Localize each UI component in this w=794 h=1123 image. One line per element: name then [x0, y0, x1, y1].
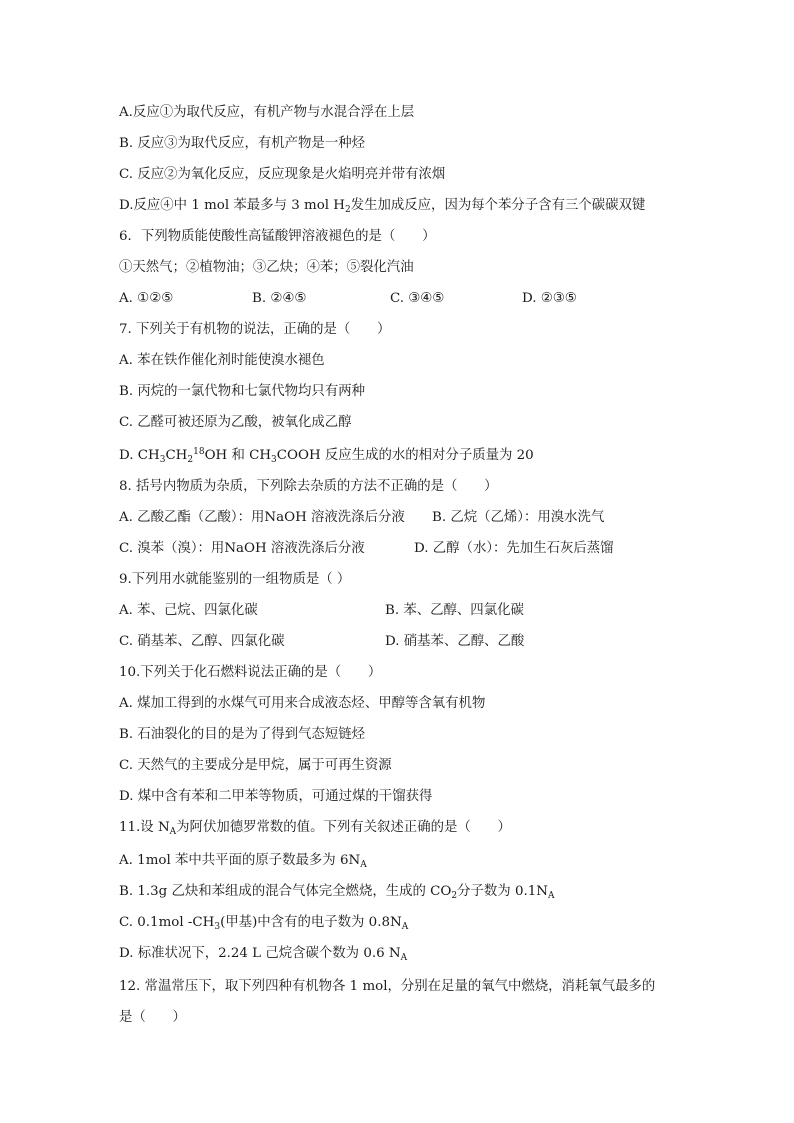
q5-option-b: B. 反应③为取代反应，有机产物是一种烃 — [119, 136, 365, 151]
q11-option-c: C. 0.1mol $-CH_3$(甲基)中含有的电子数为 $0.8N_A$ — [119, 915, 409, 932]
q11-option-b: B. 1.3g 乙炔和苯组成的混合气体完全燃烧，生成的 $CO_2$分子数为 $0.1N_A$ — [119, 884, 555, 901]
q10-option-b: B. 石油裂化的目的是为了得到气态短链烃 — [119, 727, 365, 742]
q6-stem: 6．下列物质能使酸性高锰酸钾溶液褪色的是（ ） — [119, 229, 436, 244]
q8-option-c: C. 溴苯（溴）：用NaOH 溶液洗涤后分液 — [119, 541, 365, 556]
q6-option-c: C. ③④⑤ — [390, 291, 445, 306]
q10-stem: 10.下列关于化石燃料说法正确的是（ ） — [119, 665, 382, 680]
q5-option-c: C. 反应②为氧化反应，反应现象是火焰明亮并带有浓烟 — [119, 167, 446, 182]
q5-option-a: A.反应①为取代反应，有机产物与水混合浮在上层 — [119, 105, 415, 120]
q8-option-b: B. 乙烷（乙烯）：用溴水洗气 — [432, 510, 605, 525]
q11-option-d: D. 标准状况下，2.24 L 己烷含碳个数为 0.6 $N_A$ — [119, 946, 408, 963]
q6-option-a: A. ①②⑤ — [119, 291, 174, 306]
q6-option-d: D. ②③⑤ — [522, 291, 577, 306]
q7-option-b: B. 丙烷的一氯代物和七氯代物均只有两种 — [119, 384, 365, 399]
q5-option-d: D.反应④中 1 mol 苯最多与 3 mol $H_2$发生加成反应，因为每个苯分子含有三个碳碳双键 — [119, 198, 646, 215]
q8-option-a: A. 乙酸乙酯（乙酸）：用NaOH 溶液洗涤后分液 — [119, 510, 405, 525]
q9-option-d: D. 硝基苯、乙醇、乙酸 — [385, 634, 525, 649]
q9-option-c: C. 硝基苯、乙醇、四氯化碳 — [119, 634, 285, 649]
q6-option-b: B. ②④⑤ — [252, 291, 307, 306]
q10-option-c: C. 天然气的主要成分是甲烷，属于可再生资源 — [119, 758, 392, 773]
q10-option-d: D. 煤中含有苯和二甲苯等物质，可通过煤的干馏获得 — [119, 789, 433, 804]
q7-option-d: D. $CH_3CH_2^{18}OH$ 和 $CH_3COOH$ 反应生成的水的相对分子质量为 20 — [119, 447, 534, 465]
q11-option-a: A. 1mol 苯中共平面的原子数最多为 $6N_A$ — [119, 853, 367, 870]
q11-stem: 11.设 $N_A$为阿伏加德罗常数的值。下列有关叙述正确的是（ ） — [119, 820, 511, 837]
q10-option-a: A. 煤加工得到的水煤气可用来合成液态烃、甲醇等含氧有机物 — [119, 696, 486, 711]
q8-stem: 8. 括号内物质为杂质，下列除去杂质的方法不正确的是（ ） — [119, 479, 498, 494]
q6-list: ①天然气；②植物油；③乙炔；④苯；⑤裂化汽油 — [119, 260, 414, 275]
q7-stem: 7. 下列关于有机物的说法，正确的是（ ） — [119, 322, 391, 337]
q9-option-b: B. 苯、乙醇、四氯化碳 — [385, 603, 524, 618]
q9-stem: 9.下列用水就能鉴别的一组物质是（ ） — [119, 572, 351, 587]
q9-option-a: A. 苯、己烷、四氯化碳 — [119, 603, 258, 618]
q7-option-c: C. 乙醛可被还原为乙酸，被氧化成乙醇 — [119, 415, 352, 430]
q12-stem-line1: 12. 常温常压下，取下列四种有机物各 1 mol，分别在足量的氧气中燃烧，消耗氧气最多的 — [119, 979, 656, 994]
q12-stem-line2: 是（ ） — [119, 1010, 186, 1025]
q7-option-a: A. 苯在铁作催化剂时能使溴水褪色 — [119, 353, 325, 368]
q8-option-d: D. 乙醇（水）：先加生石灰后蒸馏 — [414, 541, 614, 556]
